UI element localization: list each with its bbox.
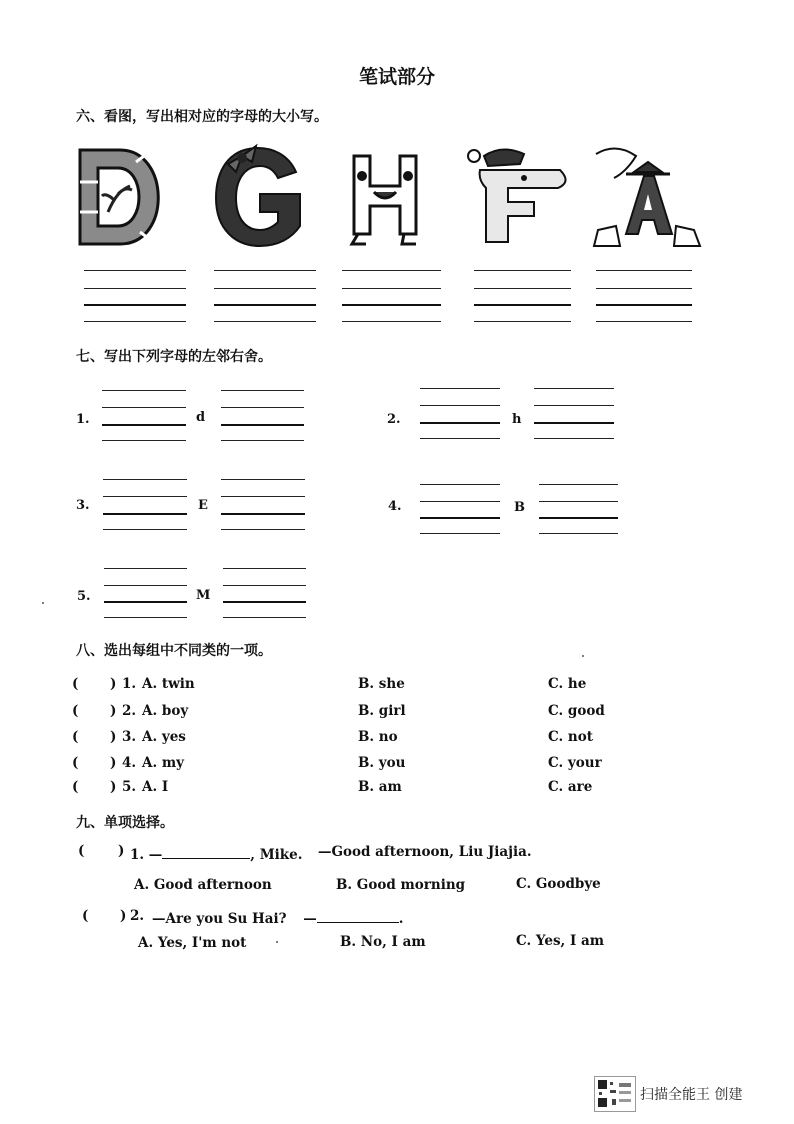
answer-paren-close[interactable]: ) <box>120 908 127 924</box>
section6-heading: 六、看图，写出相对应的字母的大小写。 <box>76 109 328 125</box>
writing-line-right[interactable] <box>539 501 618 502</box>
writing-line[interactable] <box>342 270 441 271</box>
writing-line-left[interactable] <box>420 517 500 519</box>
writing-line-right[interactable] <box>223 617 306 618</box>
writing-line-left[interactable] <box>104 568 187 569</box>
option-a: A. my <box>142 755 185 771</box>
question-1 <box>130 844 302 863</box>
writing-line-left[interactable] <box>102 424 186 426</box>
option-a: A. I <box>142 779 169 795</box>
section7-heading: 七、写出下列字母的左邻右舍。 <box>76 349 272 365</box>
option-c: C. not <box>548 729 593 745</box>
writing-line-right[interactable] <box>221 479 305 480</box>
answer-paren-open: ( <box>72 703 79 719</box>
writing-line-left[interactable] <box>103 529 187 530</box>
writing-line-left[interactable] <box>420 484 500 485</box>
writing-line[interactable] <box>474 288 571 289</box>
answer-paren-open: ( <box>82 908 89 924</box>
section7-item-number: 1. <box>76 412 90 427</box>
answer-paren-close[interactable]: ) <box>118 843 125 859</box>
writing-line-left[interactable] <box>420 388 500 389</box>
writing-line-left[interactable] <box>420 405 500 406</box>
writing-line-left[interactable] <box>104 585 187 586</box>
answer-blank[interactable] <box>162 844 250 859</box>
option-a: A. boy <box>142 703 189 719</box>
punctuation: . <box>398 911 404 927</box>
writing-line-left[interactable] <box>103 496 187 497</box>
answer-paren-open: ( <box>72 729 79 745</box>
writing-line[interactable] <box>596 288 692 289</box>
writing-line-right[interactable] <box>221 390 304 391</box>
writing-line-left[interactable] <box>104 617 187 618</box>
option-c: C. your <box>548 755 602 771</box>
writing-line-right[interactable] <box>223 585 306 586</box>
writing-line-right[interactable] <box>539 517 618 519</box>
writing-line[interactable] <box>84 288 186 289</box>
writing-line-left[interactable] <box>102 407 186 408</box>
section7-item-letter: M <box>196 588 211 603</box>
writing-line-right[interactable] <box>539 533 618 534</box>
writing-line-right[interactable] <box>221 496 305 497</box>
section9-heading: 九、单项选择。 <box>76 815 174 831</box>
option-c: C. Yes, I am <box>516 933 605 949</box>
question-number: 3. <box>122 729 137 745</box>
writing-line[interactable] <box>214 304 316 306</box>
writing-line-right[interactable] <box>534 422 614 424</box>
writing-line[interactable] <box>84 270 186 271</box>
option-c: C. are <box>548 779 593 795</box>
scanner-watermark: 扫描全能王 创建 <box>640 1087 743 1103</box>
option-a: A. Good afternoon <box>134 877 272 893</box>
section7-item-letter: B <box>514 500 525 515</box>
writing-line[interactable] <box>214 288 316 289</box>
writing-line-right[interactable] <box>534 388 614 389</box>
writing-line[interactable] <box>84 304 186 306</box>
writing-line-left[interactable] <box>420 438 500 439</box>
section7-item-letter: h <box>512 412 522 427</box>
option-c: C. Goodbye <box>516 876 601 892</box>
answer-paren-open: ( <box>72 755 79 771</box>
option-b: B. girl <box>358 703 406 719</box>
answer-paren-open: ( <box>72 676 79 692</box>
writing-line[interactable] <box>596 321 692 322</box>
writing-line[interactable] <box>474 304 571 306</box>
writing-line-right[interactable] <box>534 405 614 406</box>
answer-paren-close[interactable]: ) <box>110 755 117 771</box>
option-a: A. twin <box>142 676 195 692</box>
page-title: 笔试部分 <box>358 66 435 88</box>
option-b: B. no <box>358 729 398 745</box>
writing-line-left[interactable] <box>102 440 186 441</box>
writing-line-right[interactable] <box>221 529 305 530</box>
writing-line[interactable] <box>342 321 441 322</box>
answer-blank[interactable] <box>317 908 399 923</box>
cowboy-letter-a-icon <box>586 142 706 252</box>
writing-line[interactable] <box>342 288 441 289</box>
option-a: A. yes <box>142 729 186 745</box>
section7-item-number: 4. <box>388 499 402 514</box>
answer-paren-open: ( <box>72 779 79 795</box>
writing-line[interactable] <box>474 321 571 322</box>
section7-item-number: 5. <box>77 589 91 604</box>
writing-line-right[interactable] <box>539 484 618 485</box>
answer-paren-close[interactable]: ) <box>110 703 117 719</box>
writing-line-right[interactable] <box>223 601 306 603</box>
writing-line-right[interactable] <box>223 568 306 569</box>
writing-line-left[interactable] <box>104 601 187 603</box>
dash: — <box>303 911 317 927</box>
dash: — <box>148 847 163 863</box>
writing-line[interactable] <box>214 321 316 322</box>
writing-line-left[interactable] <box>420 422 500 424</box>
option-c: C. he <box>548 676 587 692</box>
smiling-letter-h-icon <box>340 142 440 252</box>
question-text: —Are you Su Hai? <box>152 911 287 927</box>
section8-heading: 八、选出每组中不同类的一项。 <box>76 643 272 659</box>
section7-item-number: 3. <box>76 498 90 513</box>
option-c: C. good <box>548 703 605 719</box>
question-number: 1. <box>122 676 137 692</box>
writing-line[interactable] <box>214 270 316 271</box>
bow-letter-g-icon <box>208 142 308 252</box>
option-b: B. No, I am <box>340 934 426 950</box>
question-reply: —Good afternoon, Liu Jiajia. <box>318 844 532 860</box>
section7-item-letter: E <box>198 498 208 513</box>
writing-line[interactable] <box>474 270 571 271</box>
option-b: B. you <box>358 755 406 771</box>
answer-paren-close[interactable]: ) <box>110 676 117 692</box>
option-a: A. Yes, I'm not <box>138 935 247 951</box>
question-number: 4. <box>122 755 137 771</box>
question-number: 2. <box>130 908 145 924</box>
writing-line-left[interactable] <box>102 390 186 391</box>
writing-line[interactable] <box>596 304 692 306</box>
writing-line[interactable] <box>84 321 186 322</box>
writing-line-left[interactable] <box>103 513 187 515</box>
option-b: B. Good morning <box>336 877 466 893</box>
writing-line[interactable] <box>596 270 692 271</box>
writing-line-right[interactable] <box>221 424 304 426</box>
question-number: 5. <box>122 779 137 795</box>
option-b: B. am <box>358 779 402 795</box>
bamboo-letter-d-icon <box>74 142 174 252</box>
writing-line-left[interactable] <box>103 479 187 480</box>
writing-line-right[interactable] <box>221 440 304 441</box>
section7-item-letter: d <box>196 410 206 425</box>
answer-paren-open: ( <box>78 843 85 859</box>
writing-line-right[interactable] <box>221 407 304 408</box>
question-text: , Mike. <box>250 847 303 863</box>
writing-line[interactable] <box>342 304 441 306</box>
writing-line-right[interactable] <box>221 513 305 515</box>
answer-paren-close[interactable]: ) <box>110 779 117 795</box>
question-2 <box>152 908 403 927</box>
qr-code-icon <box>594 1076 636 1112</box>
question-number: 1. <box>130 847 145 863</box>
answer-paren-close[interactable]: ) <box>110 729 117 745</box>
option-b: B. she <box>358 676 405 692</box>
santa-hat-letter-f-icon <box>462 142 562 252</box>
section7-item-number: 2. <box>387 412 401 427</box>
writing-line-right[interactable] <box>534 438 614 439</box>
writing-line-left[interactable] <box>420 533 500 534</box>
question-number: 2. <box>122 703 137 719</box>
writing-line-left[interactable] <box>420 501 500 502</box>
